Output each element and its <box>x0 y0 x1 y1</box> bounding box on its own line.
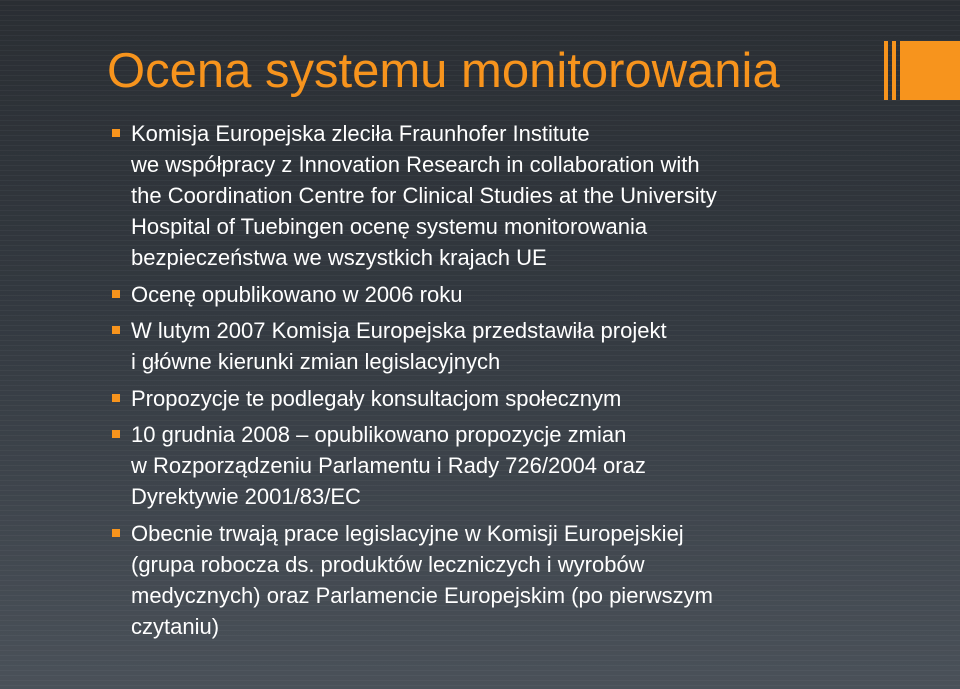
stripe-bar <box>884 41 888 100</box>
bullet-line: bezpieczeństwa we wszystkich krajach UE <box>131 245 547 270</box>
bullet-item <box>112 118 852 273</box>
square-bullet-icon <box>112 394 120 402</box>
square-bullet-icon <box>112 290 120 298</box>
bullet-line: (grupa robocza ds. produktów leczniczych i wyrobów <box>131 551 645 577</box>
bullet-line: w Rozporządzeniu Parlamentu i Rady 726/2004 oraz <box>131 453 646 478</box>
bullet-line: czytaniu) <box>131 613 220 639</box>
corner-stripes-decoration <box>884 41 960 100</box>
bullet-list <box>112 118 852 647</box>
square-bullet-icon <box>112 129 120 137</box>
stripe-block <box>900 41 960 100</box>
stripe-bar <box>892 41 896 100</box>
bullet-item <box>112 315 852 377</box>
bullet-line: Obecnie trwają prace legislacyjne w Komisji Europejskiej <box>131 520 684 546</box>
square-bullet-icon <box>112 326 120 334</box>
bullet-line: Propozycje te podlegały konsultacjom społecznym <box>131 385 622 411</box>
bullet-line: Komisja Europejska zleciła Fraunhofer Institute <box>131 121 590 146</box>
bullet-line: Ocenę opublikowano w 2006 roku <box>131 281 463 307</box>
bullet-item <box>112 279 852 310</box>
bullet-line: Hospital of Tuebingen ocenę systemu monitorowania <box>131 214 648 239</box>
bullet-line: 10 grudnia 2008 – opublikowano propozycje zmian <box>131 422 627 447</box>
bullet-item <box>112 419 852 512</box>
bullet-line: medycznych) oraz Parlamencie Europejskim (po pierwszym <box>131 582 713 608</box>
bullet-line: Dyrektywie 2001/83/EC <box>131 484 361 509</box>
square-bullet-icon <box>112 529 120 537</box>
bullet-line: the Coordination Centre for Clinical Studies at the University <box>131 183 717 208</box>
bullet-item <box>112 518 852 642</box>
bullet-line: we współpracy z Innovation Research in collaboration with <box>131 152 700 177</box>
square-bullet-icon <box>112 430 120 438</box>
bullet-line: i główne kierunki zmian legislacyjnych <box>131 349 501 374</box>
bullet-item <box>112 383 852 414</box>
slide-title: Ocena systemu monitorowania <box>107 44 780 98</box>
bullet-line: W lutym 2007 Komisja Europejska przedstawiła projekt <box>131 318 667 343</box>
